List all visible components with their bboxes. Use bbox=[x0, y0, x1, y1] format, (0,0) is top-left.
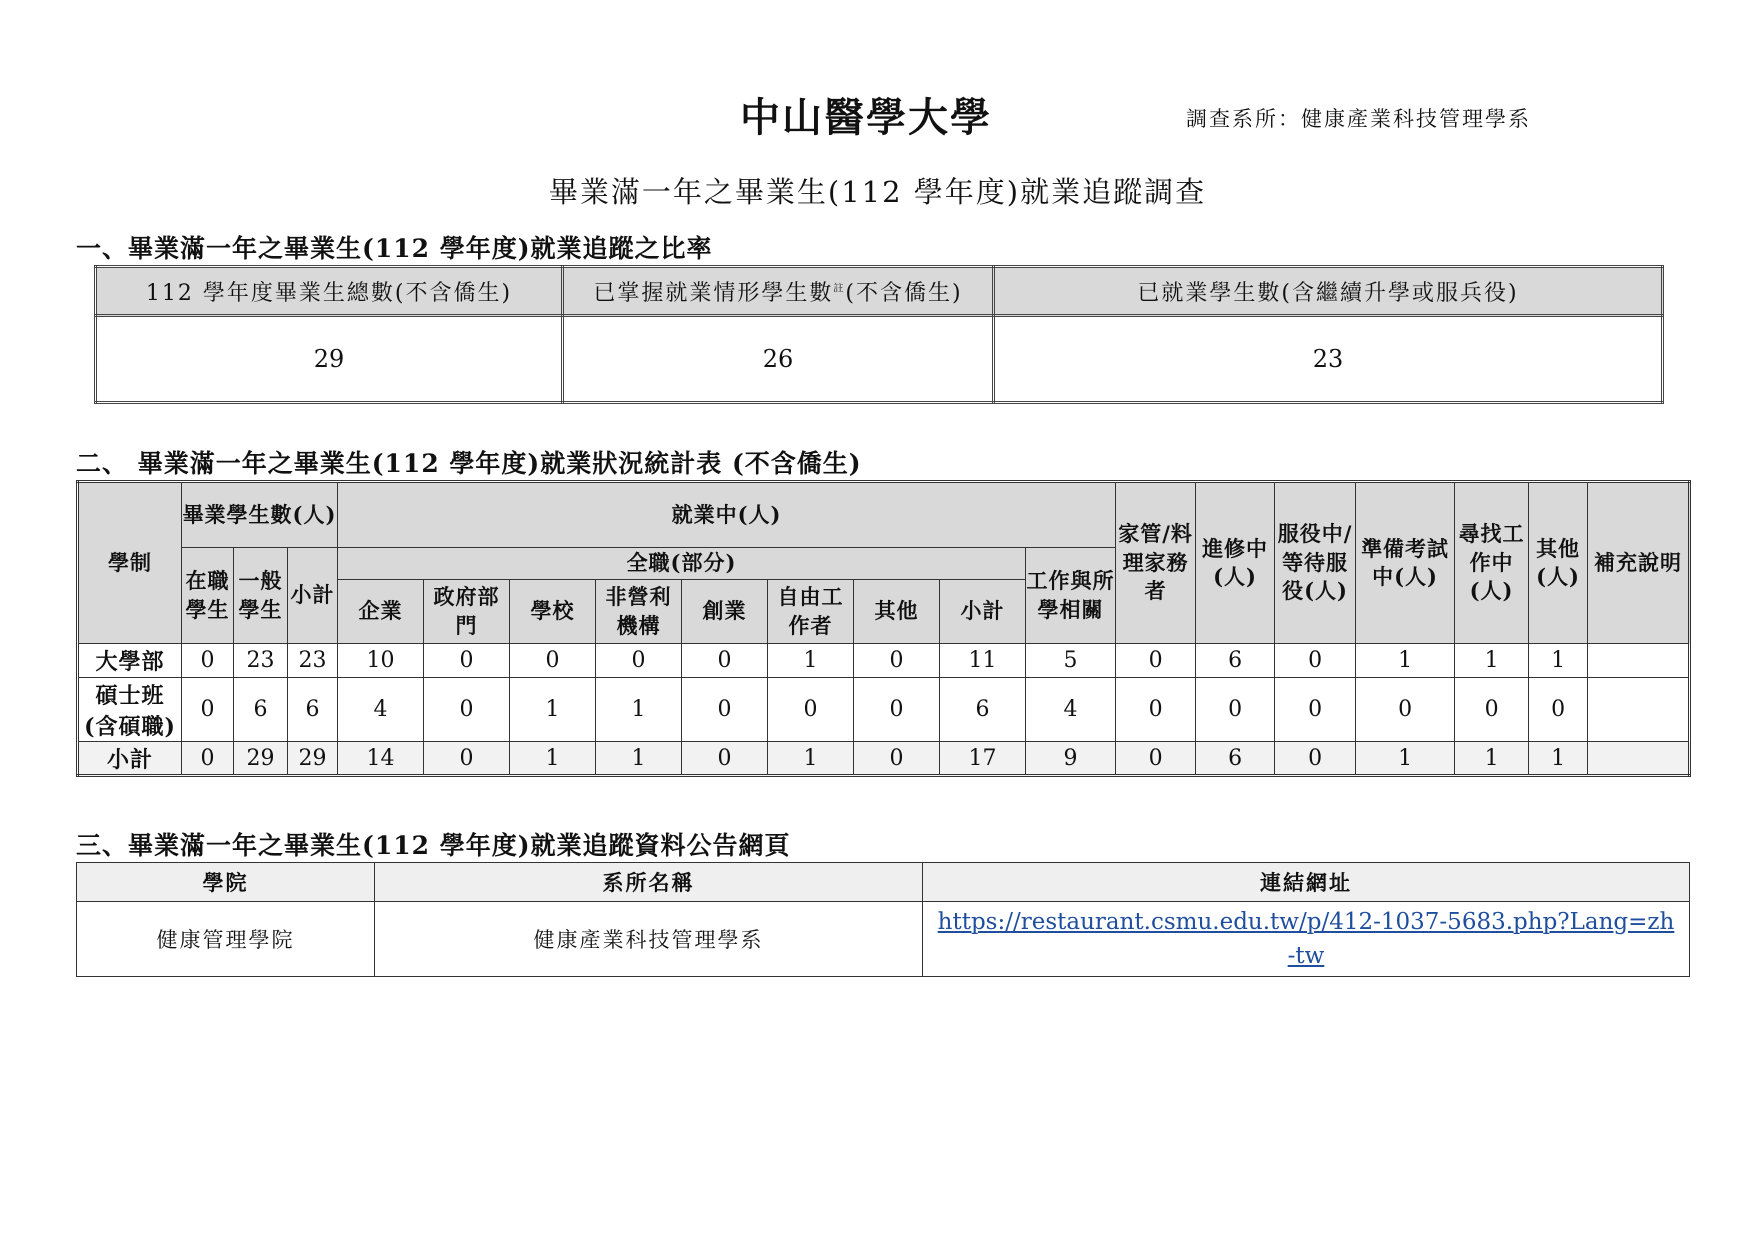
table-cell: 0 bbox=[682, 678, 768, 742]
employed-students-value: 23 bbox=[994, 316, 1663, 403]
table-cell: 1 bbox=[596, 742, 682, 776]
government-header: 政府部門 bbox=[424, 580, 510, 644]
studying-header: 進修中(人) bbox=[1196, 482, 1275, 644]
total-graduates-header: 112 學年度畢業生總數(不含僑生) bbox=[96, 267, 563, 316]
department-cell: 健康產業科技管理學系 bbox=[375, 902, 923, 977]
table-cell: 0 bbox=[596, 644, 682, 678]
seeking-work-header: 尋找工作中(人) bbox=[1455, 482, 1529, 644]
table-cell: 23 bbox=[288, 644, 338, 678]
table-cell bbox=[1588, 678, 1690, 742]
freelance-header: 自由工作者 bbox=[768, 580, 854, 644]
school-header: 學校 bbox=[510, 580, 596, 644]
grad-subtotal-header: 小計 bbox=[288, 548, 338, 644]
table-cell: 0 bbox=[1116, 644, 1196, 678]
announcement-link[interactable]: https://restaurant.csmu.edu.tw/p/412-1037-5683.php?Lang=zh-tw bbox=[937, 908, 1675, 969]
table-row bbox=[78, 644, 1690, 678]
table-cell bbox=[1588, 644, 1690, 678]
general-header: 一般學生 bbox=[234, 548, 288, 644]
table-cell bbox=[1588, 742, 1690, 776]
table-cell: 0 bbox=[854, 742, 940, 776]
startup-header: 創業 bbox=[682, 580, 768, 644]
row-label: 大學部 bbox=[78, 644, 182, 678]
table-cell: 0 bbox=[768, 678, 854, 742]
table-cell: 0 bbox=[1275, 644, 1356, 678]
table-cell: 1 bbox=[1455, 742, 1529, 776]
url-header: 連結網址 bbox=[923, 863, 1690, 902]
table-cell: 6 bbox=[234, 678, 288, 742]
table-cell: 1 bbox=[510, 742, 596, 776]
table-cell: 29 bbox=[234, 742, 288, 776]
table-cell: 17 bbox=[940, 742, 1026, 776]
table-cell: 6 bbox=[940, 678, 1026, 742]
related-header: 工作與所學相關 bbox=[1026, 548, 1116, 644]
table-cell: 0 bbox=[182, 644, 234, 678]
table-cell: 5 bbox=[1026, 644, 1116, 678]
table-cell: 0 bbox=[682, 742, 768, 776]
employed-students-header: 已就業學生數(含繼續升學或服兵役) bbox=[994, 267, 1663, 316]
table-cell: 0 bbox=[1116, 678, 1196, 742]
table-cell: 1 bbox=[1529, 644, 1588, 678]
row-label: 小計 bbox=[78, 742, 182, 776]
table-cell: 1 bbox=[510, 678, 596, 742]
table-cell: 0 bbox=[182, 678, 234, 742]
school-system-header: 學制 bbox=[78, 482, 182, 644]
table-cell: 14 bbox=[338, 742, 424, 776]
table-cell: 0 bbox=[854, 644, 940, 678]
table-row bbox=[78, 742, 1690, 776]
employment-status-table bbox=[76, 480, 1691, 777]
row-label: 碩士班(含碩職) bbox=[78, 678, 182, 742]
department-label: 調查系所：健康產業科技管理學系 bbox=[1186, 107, 1531, 131]
other-header: 其他 bbox=[854, 580, 940, 644]
college-header: 學院 bbox=[77, 863, 375, 902]
tracked-students-value: 26 bbox=[563, 316, 994, 403]
table-cell: 0 bbox=[424, 644, 510, 678]
survey-subtitle: 畢業滿一年之畢業生(112 學年度)就業追蹤調查 bbox=[548, 175, 1207, 209]
table-cell: 11 bbox=[940, 644, 1026, 678]
tracked-students-header: 已掌握就業情形學生數$^註$(不含僑生) bbox=[563, 267, 994, 316]
table-row bbox=[78, 678, 1690, 742]
table-cell: 9 bbox=[1026, 742, 1116, 776]
table-cell: 0 bbox=[1455, 678, 1529, 742]
table-cell: 1 bbox=[1455, 644, 1529, 678]
table-cell: 29 bbox=[288, 742, 338, 776]
homemaker-header: 家管/料理家務者 bbox=[1116, 482, 1196, 644]
department-header: 系所名稱 bbox=[375, 863, 923, 902]
table-cell: 4 bbox=[338, 678, 424, 742]
announcement-table bbox=[76, 862, 1690, 977]
nonprofit-header: 非營利機構 bbox=[596, 580, 682, 644]
section3-title: 三、畢業滿一年之畢業生(112 學年度)就業追蹤資料公告網頁 bbox=[76, 831, 791, 860]
table-cell: 0 bbox=[1196, 678, 1275, 742]
table-cell: 1 bbox=[1356, 742, 1455, 776]
table-cell: 4 bbox=[1026, 678, 1116, 742]
table-cell: 6 bbox=[1196, 644, 1275, 678]
grad-count-header: 畢業學生數(人) bbox=[182, 482, 338, 548]
table-cell: 1 bbox=[768, 644, 854, 678]
table-cell: 0 bbox=[424, 678, 510, 742]
employment-ratio-table bbox=[94, 265, 1664, 404]
section1-title: 一、畢業滿一年之畢業生(112 學年度)就業追蹤之比率 bbox=[76, 234, 713, 263]
in-service-header: 在職學生 bbox=[182, 548, 234, 644]
others-header: 其他(人) bbox=[1529, 482, 1588, 644]
table-cell: 0 bbox=[182, 742, 234, 776]
table-cell: 6 bbox=[1196, 742, 1275, 776]
employed-header: 就業中(人) bbox=[338, 482, 1116, 548]
total-graduates-value: 29 bbox=[96, 316, 563, 403]
enterprise-header: 企業 bbox=[338, 580, 424, 644]
exam-header: 準備考試中(人) bbox=[1356, 482, 1455, 644]
table-cell: 6 bbox=[288, 678, 338, 742]
military-header: 服役中/等待服役(人) bbox=[1275, 482, 1356, 644]
table-cell: 0 bbox=[424, 742, 510, 776]
table-cell: 1 bbox=[768, 742, 854, 776]
college-cell: 健康管理學院 bbox=[77, 902, 375, 977]
university-title: 中山醫學大學 bbox=[740, 95, 992, 141]
fulltime-subtotal-header: 小計 bbox=[940, 580, 1026, 644]
table-cell: 1 bbox=[1529, 742, 1588, 776]
table-cell: 1 bbox=[596, 678, 682, 742]
table-cell: 0 bbox=[682, 644, 768, 678]
url-cell bbox=[923, 902, 1690, 977]
table-cell: 1 bbox=[1356, 644, 1455, 678]
table-cell: 0 bbox=[510, 644, 596, 678]
table-cell: 0 bbox=[1529, 678, 1588, 742]
notes-header: 補充說明 bbox=[1588, 482, 1690, 644]
table-cell: 10 bbox=[338, 644, 424, 678]
table-cell: 0 bbox=[854, 678, 940, 742]
table-cell: 0 bbox=[1275, 678, 1356, 742]
table-cell: 0 bbox=[1275, 742, 1356, 776]
fulltime-header: 全職(部分) bbox=[338, 548, 1026, 580]
table-cell: 0 bbox=[1356, 678, 1455, 742]
table-cell: 0 bbox=[1116, 742, 1196, 776]
table-cell: 23 bbox=[234, 644, 288, 678]
section2-title: 二、 畢業滿一年之畢業生(112 學年度)就業狀況統計表 (不含僑生) bbox=[76, 449, 862, 478]
